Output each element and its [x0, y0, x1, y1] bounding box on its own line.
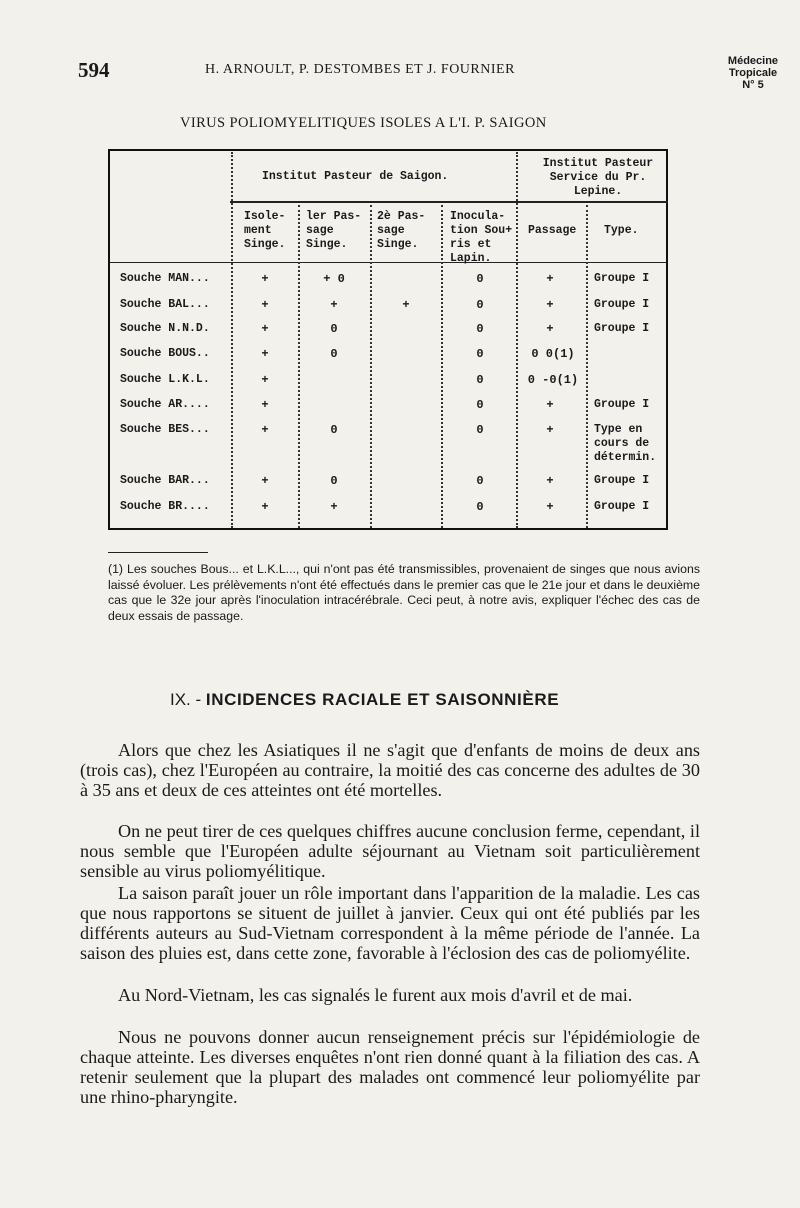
- running-head: H. ARNOULT, P. DESTOMBES ET J. FOURNIER: [205, 62, 515, 77]
- cell-passage: +: [546, 298, 554, 312]
- col-passage2-line-1: 2è Pas-: [377, 210, 426, 223]
- cell-inoculation: 0: [476, 272, 484, 286]
- cell-passage: +: [546, 322, 554, 336]
- cell-type: [594, 423, 656, 465]
- col-header-inoculation: [450, 210, 512, 266]
- col-header-isolement: [244, 210, 285, 252]
- section-number: IX. -: [170, 690, 202, 709]
- body-paragraph-2: [80, 821, 700, 881]
- footnote: (1) Les souches Bous... et L.K.L..., qui n'ont pas été transmissibles, provenaient de singes que nous avions laissé évoluer. Les prélèvements n'ont été effectués dans le premier cas que le 21e jour et dans le deuxième cas que le 32e jour après l'inoculation intracérébrale. Ceci peut, à notre avis, expliquer l'échec des cas de deux essais de passage.: [108, 562, 700, 624]
- group-paris-line-3: Lepine.: [573, 185, 623, 198]
- cell-isolement: +: [261, 423, 269, 437]
- col-inoculation-line-4: Lapin.: [450, 252, 492, 265]
- paragraph: Alors que chez les Asiatiques il ne s'agit que d'enfants de moins de deux ans (trois cas), chez l'Européen au contraire, la moitié des cas concerne des adultes de 30 à 35 ans et deux de ces atteintes ont été mortelles.: [80, 740, 700, 800]
- body-paragraph-1: [80, 740, 700, 800]
- cell-passage1: +: [330, 500, 338, 514]
- cell-passage1: 0: [330, 347, 338, 361]
- col-isolement-line-1: Isole-: [244, 210, 286, 223]
- column-header-divider: [110, 262, 666, 263]
- cell-isolement: +: [261, 474, 269, 488]
- col-header-passage-paris: Passage: [528, 224, 577, 237]
- cell-passage1: + 0: [323, 272, 345, 286]
- cell-passage1: 0: [330, 474, 338, 488]
- cell-isolement: +: [261, 272, 269, 286]
- cell-inoculation: 0: [476, 423, 484, 437]
- group-header-saigon: Institut Pasteur de Saigon.: [262, 170, 449, 183]
- col-isolement-line-3: Singe.: [244, 238, 286, 251]
- col-passage1-line-2: sage: [306, 224, 334, 237]
- section-title: [170, 690, 559, 710]
- paragraph: Nous ne pouvons donner aucun renseignement précis sur l'épidémiologie de chaque atteinte. Les diverses enquêtes n'ont rien donné quant à la filiation des cas. A retenir seulement que la plupart des malades ont commencé leur poliomyélite par une rhino-pharyngite.: [80, 1027, 700, 1107]
- paragraph: On ne peut tirer de ces quelques chiffres aucune conclusion ferme, cependant, il nous semble que l'Européen adulte séjournant au Vietnam soit particulièrement sensible au virus poliomyélitique.: [80, 821, 700, 881]
- footnote-rule: [108, 552, 208, 553]
- cell-type: Groupe I: [594, 500, 650, 513]
- col-passage1-line-1: ler Pas-: [306, 210, 362, 223]
- group-paris-line-2: Service du Pr.: [549, 171, 647, 184]
- col-separator: [441, 205, 445, 528]
- header-divider: [230, 201, 668, 203]
- row-souche: Souche BR....: [120, 500, 210, 513]
- paragraph: Au Nord-Vietnam, les cas signalés le furent aux mois d'avril et de mai.: [118, 985, 633, 1005]
- row-souche: Souche BES...: [120, 423, 210, 436]
- cell-inoculation: 0: [476, 322, 484, 336]
- col-header-passage2: [377, 210, 425, 252]
- section-heading: INCIDENCES RACIALE ET SAISONNIÈRE: [205, 690, 560, 709]
- cell-passage: +: [546, 272, 554, 286]
- journal-line-3: N° 5: [742, 79, 764, 91]
- cell-isolement: +: [261, 398, 269, 412]
- journal-line-2: Tropicale: [728, 67, 778, 79]
- group-header-paris: [528, 157, 668, 199]
- cell-passage: +: [546, 500, 554, 514]
- row-souche: Souche N.N.D.: [120, 322, 210, 335]
- col-header-type: Type.: [604, 224, 639, 237]
- cell-passage: 0 0(1): [531, 347, 575, 361]
- journal-tag: [718, 55, 788, 91]
- col-isolement-line-2: ment: [244, 224, 272, 237]
- cell-inoculation: 0: [476, 298, 484, 312]
- col-separator: [298, 205, 302, 528]
- cell-passage: +: [546, 423, 554, 437]
- cell-isolement: +: [261, 500, 269, 514]
- cell-type: Groupe I: [594, 298, 650, 311]
- row-souche: Souche BAR...: [120, 474, 210, 487]
- cell-passage2: +: [402, 298, 410, 312]
- col-separator: [586, 205, 590, 528]
- col-separator: [516, 152, 520, 528]
- col-passage2-line-2: sage: [377, 224, 405, 237]
- row-souche: Souche AR....: [120, 398, 210, 411]
- cell-passage1: 0: [330, 423, 338, 437]
- cell-passage1: +: [330, 298, 338, 312]
- journal-line-1: Médecine: [727, 55, 779, 67]
- col-inoculation-line-3: ris et: [450, 238, 492, 251]
- cell-type: Groupe I: [594, 398, 650, 411]
- cell-type: Groupe I: [594, 474, 650, 487]
- row-souche: Souche MAN...: [120, 272, 210, 285]
- results-table: [108, 149, 668, 530]
- cell-type: Groupe I: [594, 322, 650, 335]
- cell-type: Groupe I: [594, 272, 650, 285]
- row-souche: Souche L.K.L.: [120, 373, 210, 386]
- group-paris-line-1: Institut Pasteur: [542, 157, 654, 170]
- paragraph: La saison paraît jouer un rôle important dans l'apparition de la maladie. Les cas que nous rapportons se situent de juillet à janvier. Ceux qui ont été publiés par les différents auteurs au Sud-Vietnam correspondent à la même période de l'année. La saison des pluies est, dans cette zone, favorable à l'éclosion des cas de poliomyélite.: [80, 883, 700, 963]
- cell-inoculation: 0: [476, 500, 484, 514]
- cell-isolement: +: [261, 347, 269, 361]
- cell-passage1: 0: [330, 322, 338, 336]
- page-number: 594: [78, 58, 110, 82]
- cell-type-line-1: Type en: [594, 423, 643, 436]
- col-inoculation-line-1: Inocula-: [450, 210, 506, 223]
- col-passage1-line-3: Singe.: [306, 238, 348, 251]
- col-inoculation-line-2: tion Sou+: [450, 224, 513, 237]
- cell-type-line-2: cours de: [594, 437, 650, 450]
- cell-passage: +: [546, 474, 554, 488]
- cell-passage: 0 -0(1): [527, 373, 579, 387]
- cell-passage: +: [546, 398, 554, 412]
- col-separator: [370, 205, 374, 528]
- col-header-passage1: [306, 210, 361, 252]
- row-souche: Souche BOUS..: [120, 347, 210, 360]
- cell-inoculation: 0: [476, 347, 484, 361]
- body-paragraph-5: [80, 1027, 700, 1107]
- cell-inoculation: 0: [476, 373, 484, 387]
- table-title: VIRUS POLIOMYELITIQUES ISOLES A L'I. P. SAIGON: [180, 115, 547, 131]
- col-passage2-line-3: Singe.: [377, 238, 419, 251]
- row-souche: Souche BAL...: [120, 298, 210, 311]
- cell-inoculation: 0: [476, 398, 484, 412]
- body-paragraph-4: [80, 985, 700, 1005]
- cell-isolement: +: [261, 322, 269, 336]
- col-separator: [231, 152, 235, 528]
- cell-inoculation: 0: [476, 474, 484, 488]
- body-paragraph-3: [80, 883, 700, 963]
- cell-type-line-3: détermin.: [594, 451, 657, 464]
- cell-isolement: +: [261, 298, 269, 312]
- cell-isolement: +: [261, 373, 269, 387]
